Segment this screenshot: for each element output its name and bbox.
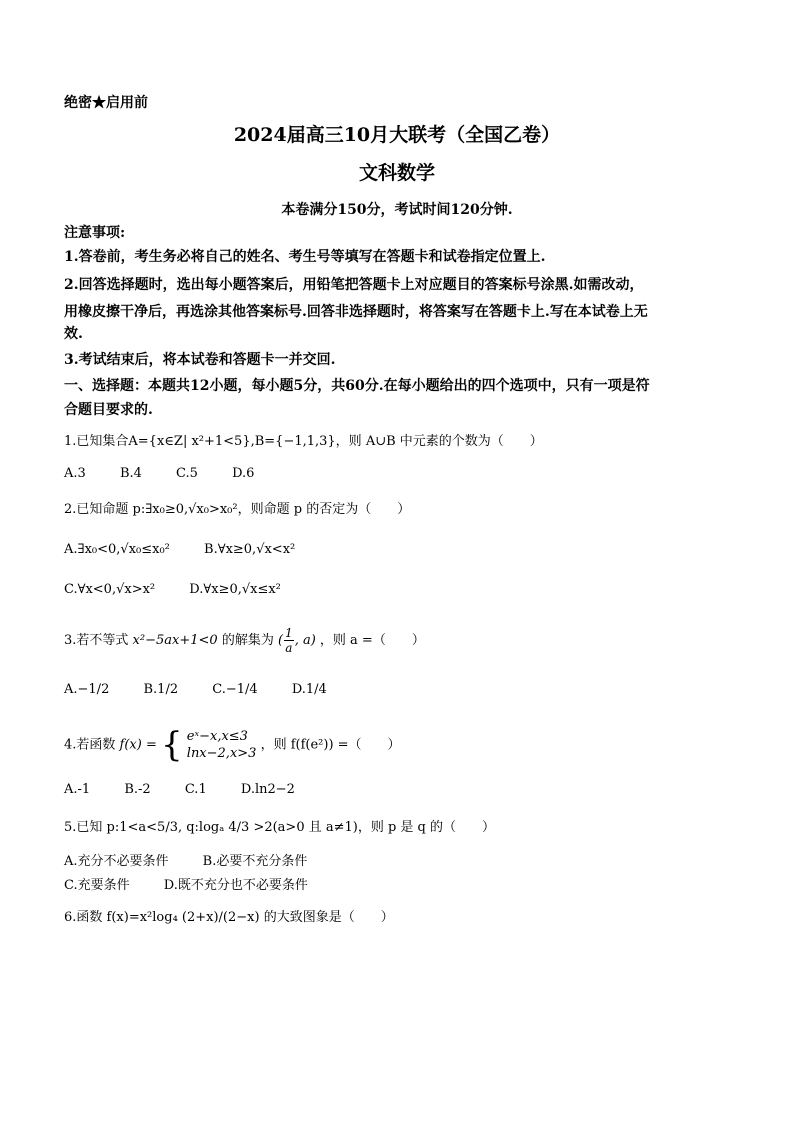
question-4-options [64, 782, 325, 797]
q4-brace: { [161, 725, 183, 765]
q1-option-d: D.6 [232, 466, 255, 481]
q4-case-2: lnx−2,x>3 [186, 746, 257, 761]
question-5-options-row1 [64, 850, 337, 869]
q4-piecewise [187, 728, 257, 762]
q3-inequality: x²−5ax+1<0 [132, 633, 218, 648]
q1-option-a: A.3 [64, 466, 86, 481]
question-4-stem: 4.若函数 f(x) = { eˣ−x,x≤3 lnx−2,x>3 ，则 f(f(e²)) =（ ） [64, 725, 401, 765]
q2-option-c: C.∀x<0,√x>x² [64, 582, 156, 597]
score-time-line: 本卷满分150分，考试时间120分钟. [281, 202, 513, 218]
question-5-options-row2 [64, 874, 338, 893]
notice-item-2-cont: 用橡皮擦干净后，再选涂其他答案标号.回答非选择题时，将答案写在答题卡上.写在本试卷上无 [64, 304, 648, 320]
q3-stem-pre: 3.若不等式 [64, 633, 129, 648]
question-1-options [64, 466, 284, 481]
section-heading-line1: 一、选择题：本题共12小题，每小题5分，共60分.在每小题给出的四个选项中，只有一项是符 [64, 378, 650, 394]
question-1-stem: 1.已知集合A={x∈Z| x²+1<5},B={−1,1,3}，则 A∪B 中元素的个数为（ ） [64, 434, 543, 449]
q2-option-a: A.∃x₀<0,√x₀≤x₀² [64, 542, 170, 557]
q3-interval: ( $\frac{1}{a}$ , a) [277, 626, 316, 655]
question-5-stem: 5.已知 p:1<a<5/3, q:logₐ 4/3 >2(a>0 且 a≠1)，则 p 是 q 的（ ） [64, 820, 496, 835]
q3-option-a: A.−1/2 [64, 682, 110, 697]
q5-option-b: B.必要不充分条件 [202, 854, 308, 869]
question-6-stem: 6.函数 f(x)=x²log₄ (2+x)/(2−x) 的大致图象是（ ） [64, 910, 394, 925]
notice-item-2: 2.回答选择题时，选出每小题答案后，用铅笔把答题卡上对应题目的答案标号涂黑.如需改动， [64, 277, 644, 293]
q3-option-b: B.1/2 [143, 682, 179, 697]
q1-option-c: C.5 [176, 466, 198, 481]
q4-option-a: A.-1 [64, 782, 91, 797]
question-3-options [64, 682, 357, 697]
question-3-stem [64, 626, 425, 655]
notice-item-1: 1.答卷前，考生务必将自己的姓名、考生号等填写在答题卡和试卷指定位置上. [64, 249, 546, 265]
q5-option-a: A.充分不必要条件 [64, 854, 169, 869]
exam-title: 2024届高三10月大联考（全国乙卷） [233, 124, 561, 146]
q2-option-d: D.∀x≥0,√x≤x² [189, 582, 281, 597]
q4-stem-pre: 4.若函数 [64, 737, 116, 753]
exam-subject: 文科数学 [358, 162, 435, 184]
question-2-stem: 2.已知命题 p:∃x₀≥0,√x₀>x₀²，则命题 p 的否定为（ ） [64, 502, 411, 517]
confidential-label: 绝密★启用前 [64, 95, 148, 111]
q4-option-d: D.ln2−2 [240, 782, 295, 797]
q5-option-d: D.既不充分也不必要条件 [163, 878, 308, 893]
q3-option-c: C.−1/4 [212, 682, 258, 697]
q3-stem-mid: 的解集为 [221, 633, 274, 648]
q4-case-1: eˣ−x,x≤3 [186, 729, 248, 744]
question-2-options-row1 [64, 542, 325, 557]
notice-heading: 注意事项: [64, 225, 126, 241]
q2-option-b: B.∀x≥0,√x<x² [204, 542, 296, 557]
q3-stem-post: ，则 a =（ ） [319, 633, 425, 648]
question-2-options-row2 [64, 582, 311, 597]
notice-item-2-end: 效. [64, 326, 83, 342]
notice-item-3: 3.考试结束后，将本试卷和答题卡一并交回. [64, 352, 336, 368]
q4-option-c: C.1 [184, 782, 207, 797]
section-heading-line2: 合题目要求的. [64, 402, 153, 418]
q4-option-b: B.-2 [124, 782, 151, 797]
q3-option-d: D.1/4 [291, 682, 327, 697]
q5-option-c: C.充要条件 [64, 878, 130, 893]
q1-option-b: B.4 [119, 466, 142, 481]
q4-stem-post: ，则 f(f(e²)) =（ ） [260, 737, 401, 753]
